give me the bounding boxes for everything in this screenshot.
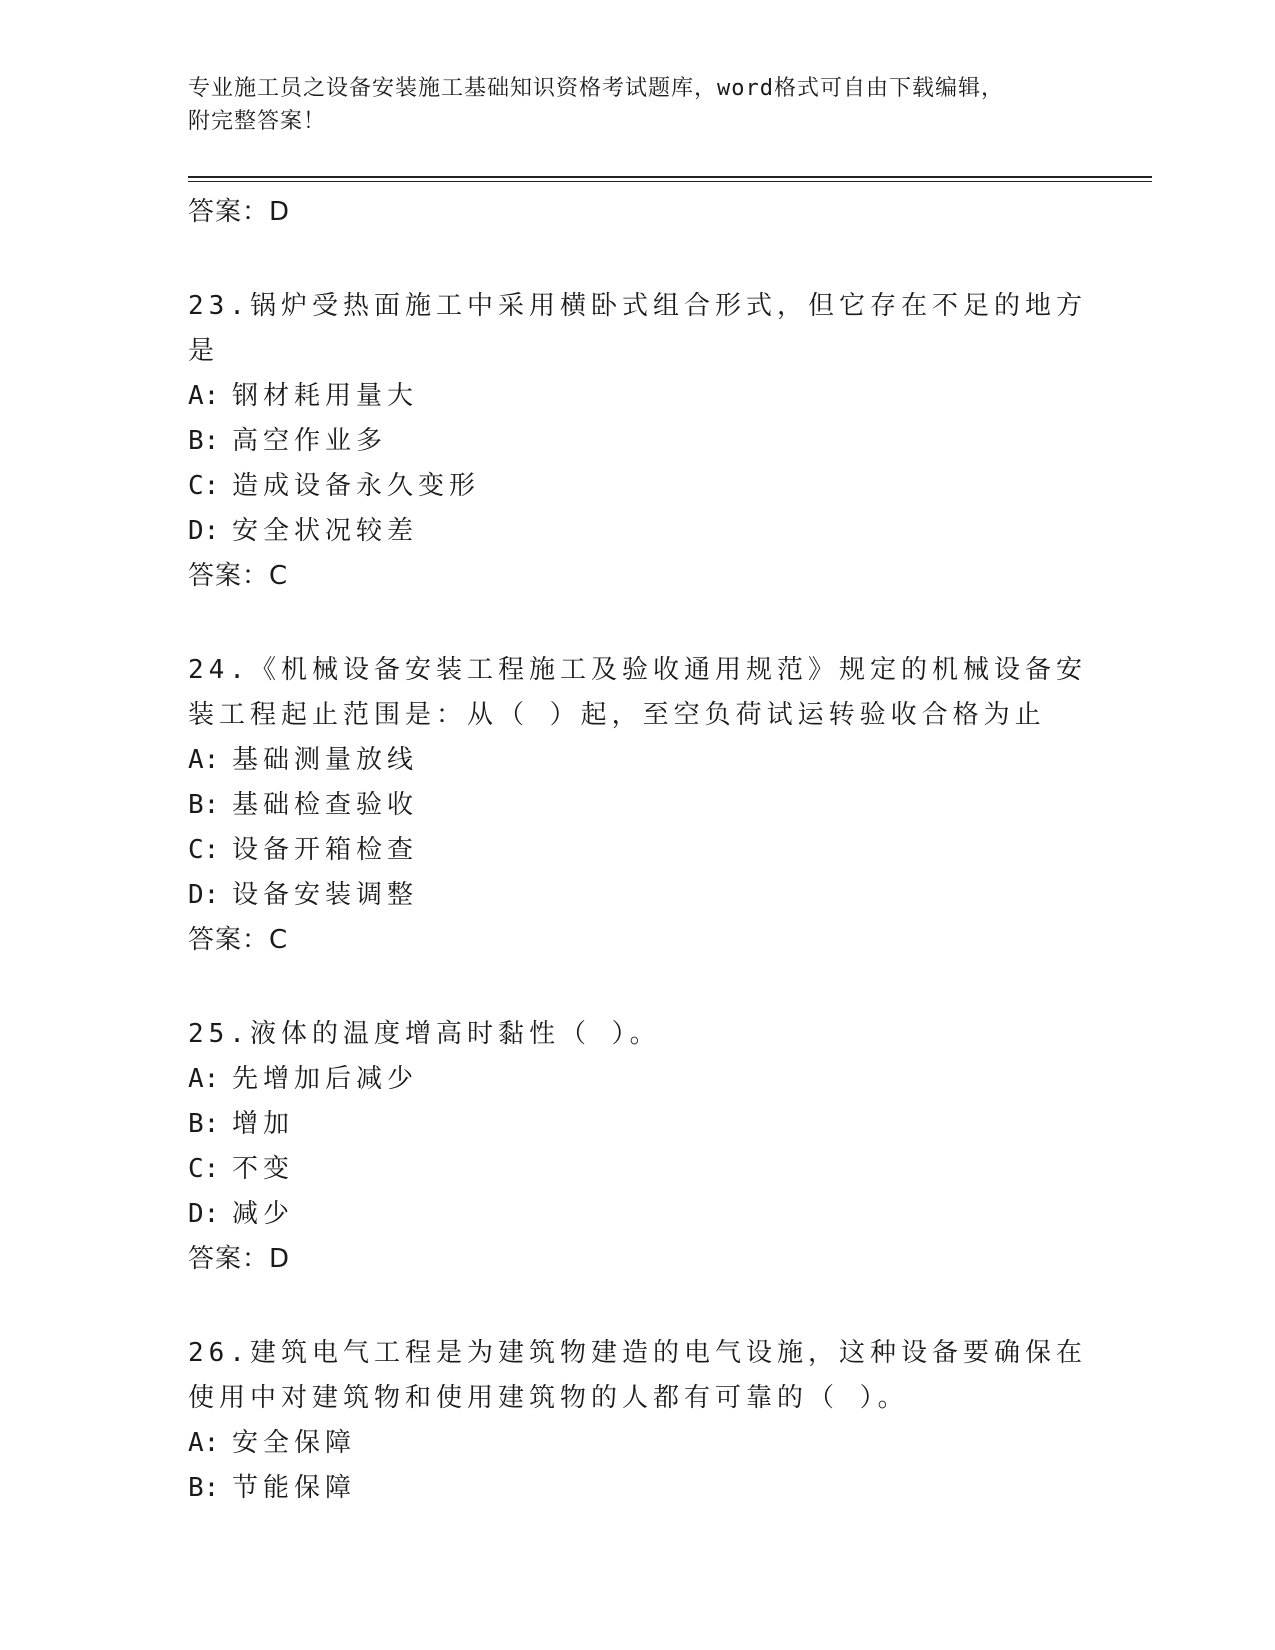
header-line-1: 专业施工员之设备安装施工基础知识资格考试题库，word格式可自由下载编辑，: [188, 76, 1004, 101]
option-letter: D:: [188, 880, 220, 910]
header-line-2: 附完整答案！: [188, 109, 327, 134]
question-spacer: [188, 1282, 1088, 1331]
option-text: 不变: [232, 1154, 295, 1184]
header-divider: [188, 176, 1152, 178]
option-text: 先增加后减少: [232, 1064, 419, 1094]
question-spacer: [188, 963, 1088, 1012]
answer-line: 答案：C: [188, 925, 289, 955]
document-header: [188, 72, 1088, 138]
option-letter: B:: [188, 1109, 220, 1139]
option-text: 增加: [232, 1109, 295, 1139]
option-text: 节能保障: [232, 1473, 357, 1503]
option-text: 造成设备永久变形: [232, 471, 481, 501]
option-a: [188, 1421, 1088, 1466]
option-a: [188, 1057, 1088, 1102]
option-c: [188, 1147, 1088, 1192]
option-letter: A:: [188, 1428, 220, 1458]
option-c: [188, 828, 1088, 873]
option-text: 高空作业多: [232, 426, 388, 456]
option-b: [188, 419, 1088, 464]
option-text: 安全保障: [232, 1428, 357, 1458]
option-letter: C:: [188, 471, 220, 501]
option-b: [188, 1102, 1088, 1147]
option-letter: D:: [188, 516, 220, 546]
option-d: [188, 1192, 1088, 1237]
option-b: [188, 783, 1088, 828]
option-d: [188, 509, 1088, 554]
option-text: 钢材耗用量大: [232, 381, 419, 411]
answer-line: 答案：D: [188, 197, 291, 227]
question-list: [188, 190, 1088, 1511]
question-stem: 23.锅炉受热面施工中采用横卧式组合形式，但它存在不足的地方是: [188, 291, 1087, 366]
option-letter: A:: [188, 1064, 220, 1094]
question-block: [188, 1012, 1088, 1282]
answer-line: 答案：D: [188, 1244, 291, 1274]
option-letter: D:: [188, 1199, 220, 1229]
option-text: 减少: [232, 1199, 295, 1229]
option-letter: B:: [188, 790, 220, 820]
option-letter: A:: [188, 745, 220, 775]
option-letter: C:: [188, 835, 220, 865]
option-a: [188, 374, 1088, 419]
question-spacer: [188, 235, 1088, 284]
question-block: [188, 648, 1088, 963]
option-letter: A:: [188, 381, 220, 411]
option-text: 设备开箱检查: [232, 835, 419, 865]
option-c: [188, 464, 1088, 509]
question-stem: 25.液体的温度增高时黏性（ ）。: [188, 1019, 661, 1049]
option-b: [188, 1466, 1088, 1511]
option-letter: B:: [188, 1473, 220, 1503]
option-text: 基础检查验收: [232, 790, 419, 820]
question-block: [188, 284, 1088, 599]
answer-line: 答案：C: [188, 561, 289, 591]
header-divider-thin: [188, 181, 1152, 182]
option-text: 安全状况较差: [232, 516, 419, 546]
question-spacer: [188, 599, 1088, 648]
question-stem: 24.《机械设备安装工程施工及验收通用规范》规定的机械设备安装工程起止范围是：从（ ）起，至空负荷试运转验收合格为止: [188, 655, 1087, 730]
option-letter: C:: [188, 1154, 220, 1184]
option-text: 设备安装调整: [232, 880, 419, 910]
option-text: 基础测量放线: [232, 745, 419, 775]
question-block: [188, 1331, 1088, 1511]
question-stem: 26.建筑电气工程是为建筑物建造的电气设施，这种设备要确保在使用中对建筑物和使用建筑物的人都有可靠的（ ）。: [188, 1338, 1087, 1413]
option-letter: B:: [188, 426, 220, 456]
option-a: [188, 738, 1088, 783]
option-d: [188, 873, 1088, 918]
